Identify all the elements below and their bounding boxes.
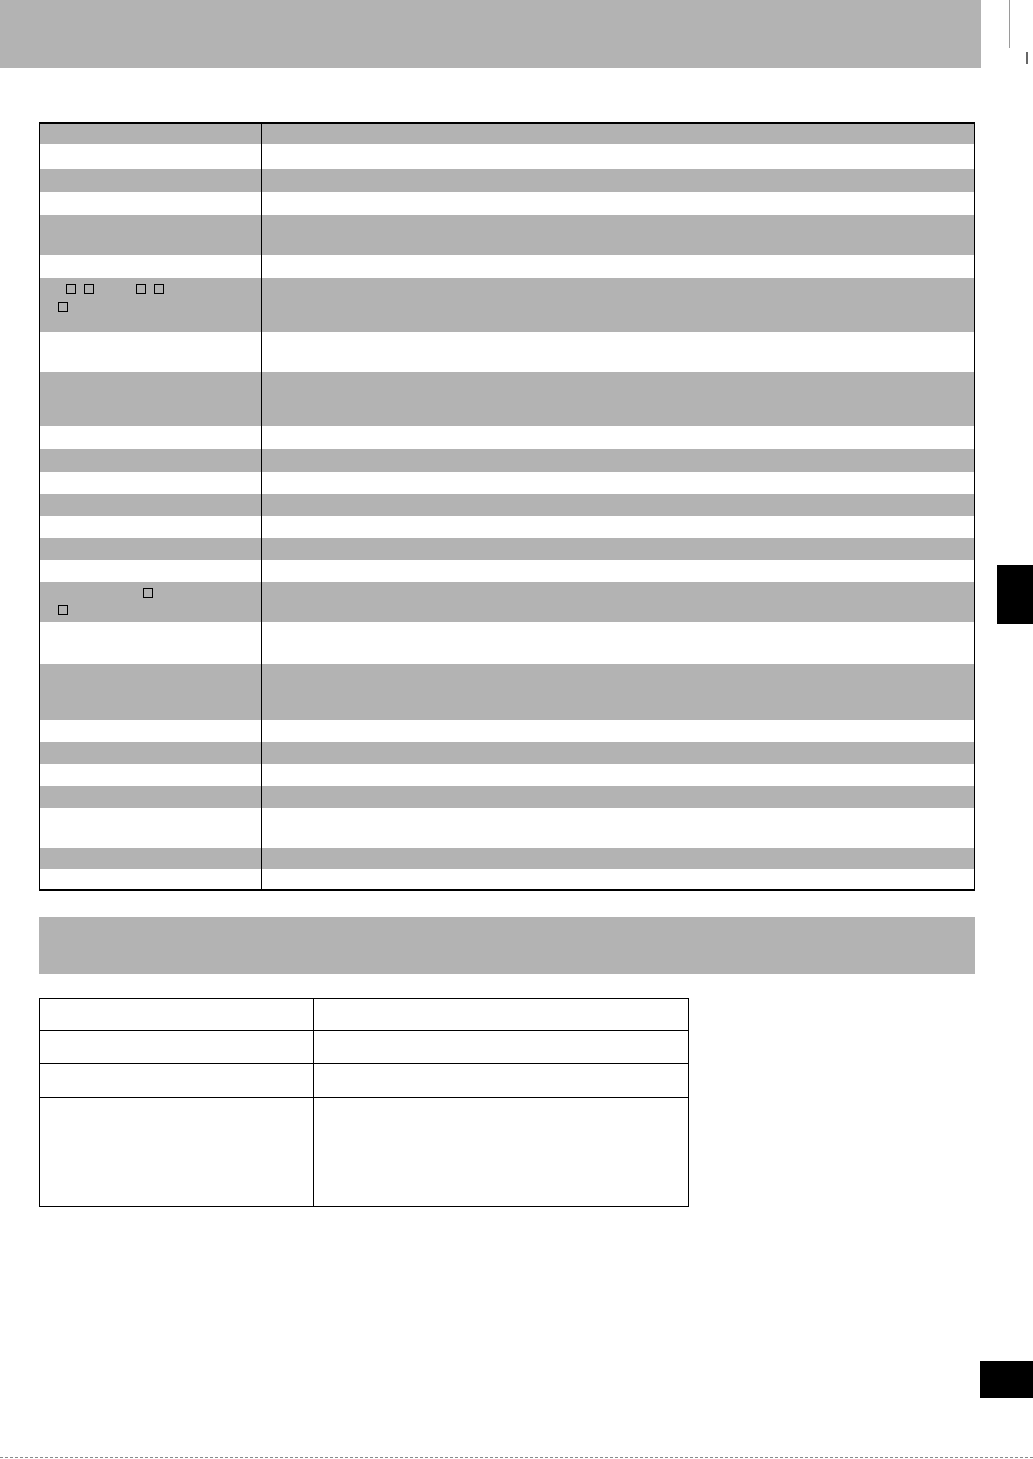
table-row — [40, 494, 974, 516]
table-row — [40, 786, 974, 808]
table-row — [40, 538, 974, 560]
checkbox-icon — [58, 605, 68, 615]
table-row — [40, 332, 974, 372]
table-row — [40, 516, 974, 538]
page-header-band — [0, 0, 981, 68]
specifications-table — [39, 998, 689, 1207]
trim-line — [0, 1457, 1033, 1458]
page-number-box — [980, 1361, 1033, 1398]
table-row — [40, 426, 974, 449]
checkbox-icon — [143, 588, 153, 598]
checkbox-icon — [58, 302, 68, 312]
table-row — [40, 869, 974, 889]
table-row — [40, 449, 974, 472]
row-rule — [40, 1063, 688, 1064]
checkbox-icon — [84, 284, 94, 294]
table-row — [40, 215, 974, 255]
row-rule — [40, 1097, 688, 1098]
section-heading-band — [39, 917, 975, 974]
checkbox-icon — [66, 284, 76, 294]
table-row — [40, 144, 974, 169]
table-row — [40, 372, 974, 426]
edge-mark — [1026, 52, 1028, 64]
table-row — [40, 472, 974, 494]
table-row — [40, 764, 974, 786]
table-row — [40, 664, 974, 720]
glossary-table — [39, 122, 975, 891]
table-row — [40, 720, 974, 742]
margin-rule — [1009, 0, 1010, 48]
table-row — [40, 255, 974, 278]
table-row — [40, 560, 974, 582]
table-row — [40, 848, 974, 869]
checkbox-icon — [136, 284, 146, 294]
table-row — [40, 742, 974, 764]
table-row — [40, 622, 974, 664]
column-divider — [261, 124, 262, 889]
column-divider — [313, 999, 314, 1206]
section-tab — [997, 565, 1033, 624]
table-row — [40, 278, 974, 332]
table-row — [40, 582, 974, 622]
table-row — [40, 169, 974, 192]
checkbox-icon — [154, 284, 164, 294]
table-row — [40, 124, 974, 144]
table-row — [40, 192, 974, 215]
table-row — [40, 808, 974, 848]
row-rule — [40, 1030, 688, 1031]
